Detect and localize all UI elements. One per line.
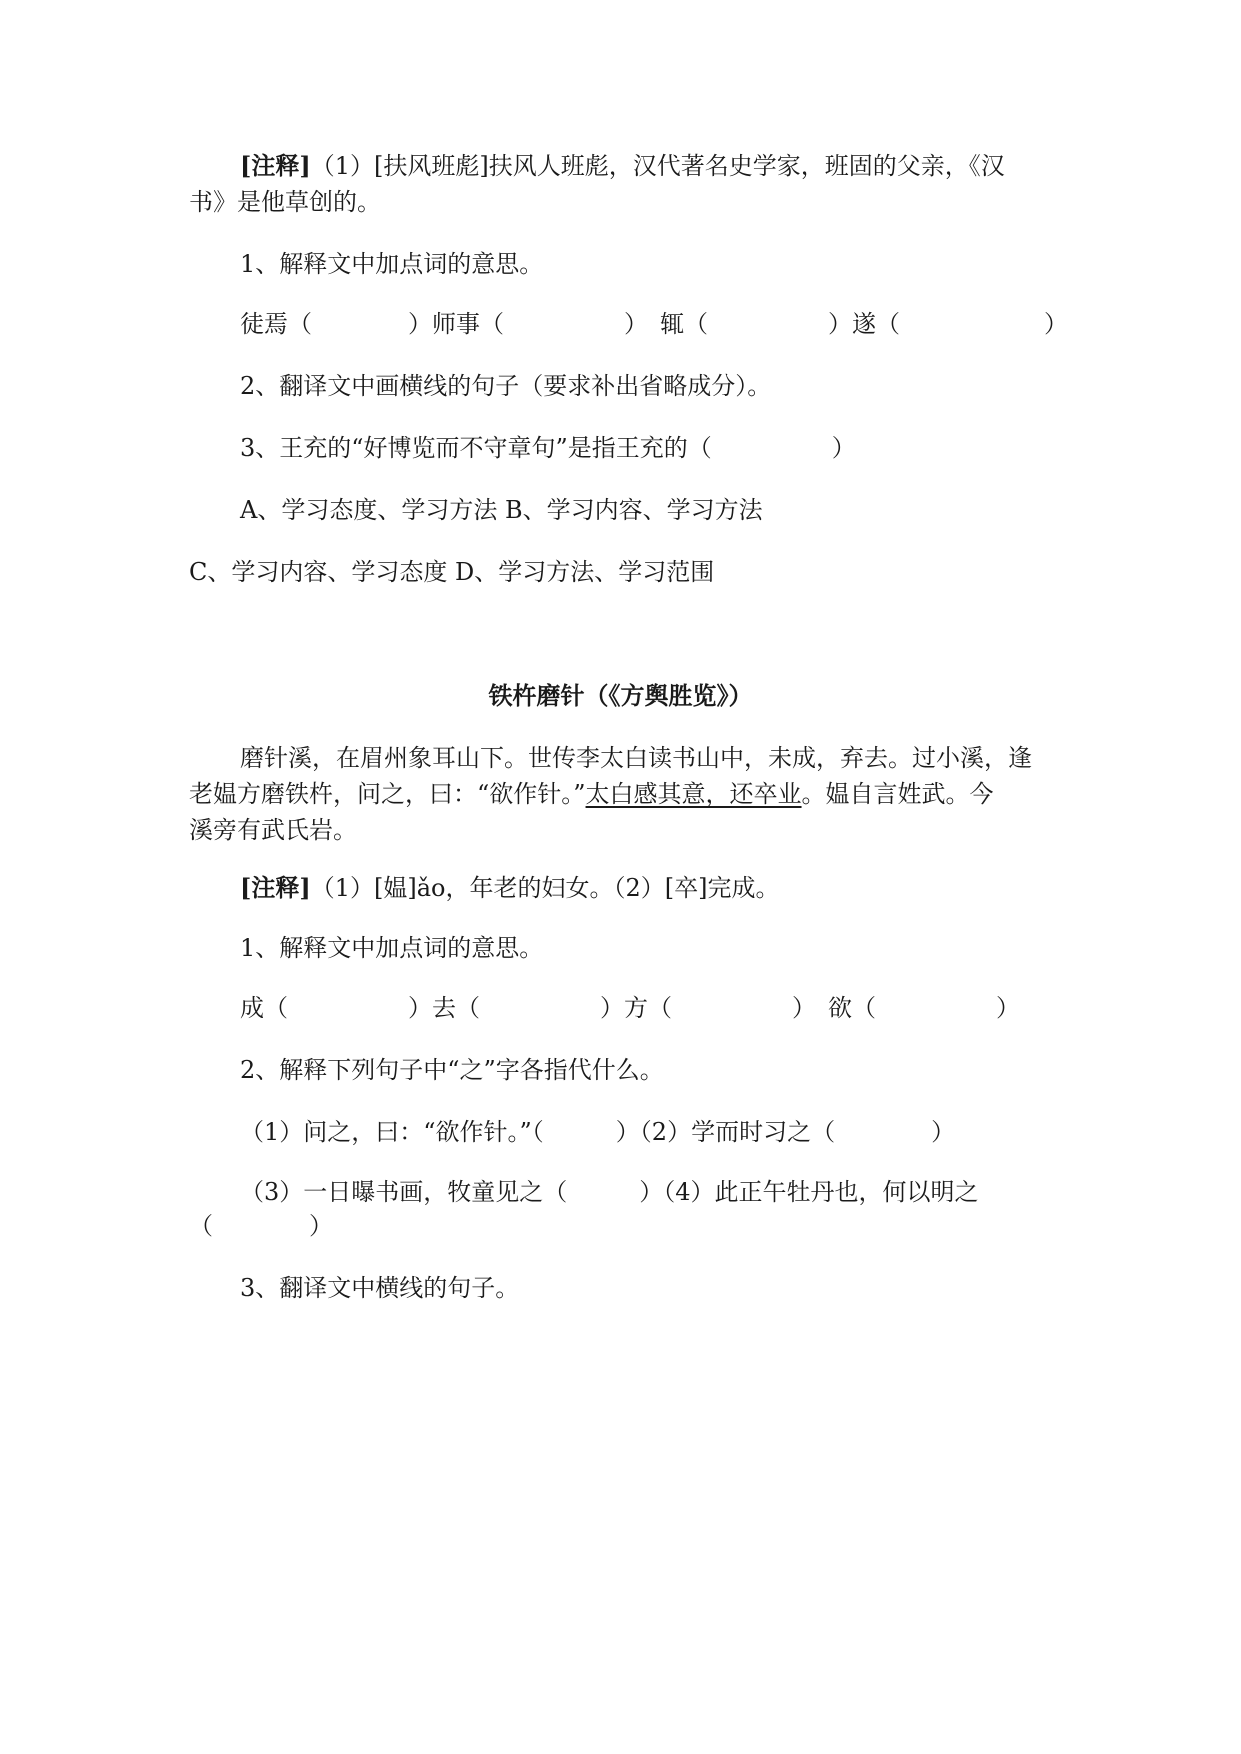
passage-line-2 bbox=[189, 778, 994, 810]
question-2-item-4-blank: （ ） bbox=[189, 1212, 333, 1240]
note-line bbox=[240, 872, 779, 904]
note-text: （1）[扶风班彪]扶风人班彪，汉代著名史学家，班固的父亲，《汉 bbox=[310, 152, 1005, 180]
passage-line-1: 磨针溪，在眉州象耳山下。世传李太白读书山中，未成，弃去。过小溪，逢 bbox=[240, 744, 1032, 772]
question-3-options-cd: C、学习内容、学习态度 D、学习方法、学习范围 bbox=[189, 558, 715, 586]
question-2-item-3-4: （3）一日曝书画，牧童见之（ ）（4）此正午牡丹也，何以明之 bbox=[240, 1178, 979, 1206]
note-line-1 bbox=[240, 150, 1005, 182]
note-text: （1）[媪]ǎo，年老的妇女。（2）[卒]完成。 bbox=[310, 874, 780, 902]
question-1: 1、解释文中加点词的意思。 bbox=[240, 250, 544, 278]
note-line-2: 书》是他草创的。 bbox=[189, 188, 381, 216]
question-3-options-ab: A、学习态度、学习方法 B、学习内容、学习方法 bbox=[240, 496, 763, 524]
question-1: 1、解释文中加点词的意思。 bbox=[240, 934, 544, 962]
underlined-sentence: 太白感其意，还卒业 bbox=[585, 780, 802, 808]
passage-text: 老媪方磨铁杵，问之，曰：“欲作针。” bbox=[189, 780, 586, 808]
question-3: 3、翻译文中横线的句子。 bbox=[240, 1274, 520, 1302]
question-2: 2、解释下列句子中“之”字各指代什么。 bbox=[240, 1056, 664, 1084]
passage-text: 。媪自言姓武。今 bbox=[801, 780, 994, 808]
passage-line-3: 溪旁有武氏岩。 bbox=[189, 816, 357, 844]
question-1-blanks: 成（ ）去（ ）方（ ） 欲（ ） bbox=[240, 994, 1020, 1022]
question-1-blanks: 徒焉（ ）师事（ ） 辄（ ）遂（ ） bbox=[240, 310, 1068, 338]
note-label: [注释] bbox=[240, 151, 311, 180]
question-2-item-1-2: （1）问之，曰：“欲作针。”（ ）（2）学而时习之（ ） bbox=[240, 1118, 956, 1146]
note-label: [注释] bbox=[240, 873, 311, 902]
question-3: 3、王充的“好博览而不守章句”是指王充的（ ） bbox=[240, 434, 856, 462]
section-title: 铁杵磨针（《方舆胜览》） bbox=[488, 681, 753, 710]
question-2: 2、翻译文中画横线的句子（要求补出省略成分）。 bbox=[240, 372, 772, 400]
